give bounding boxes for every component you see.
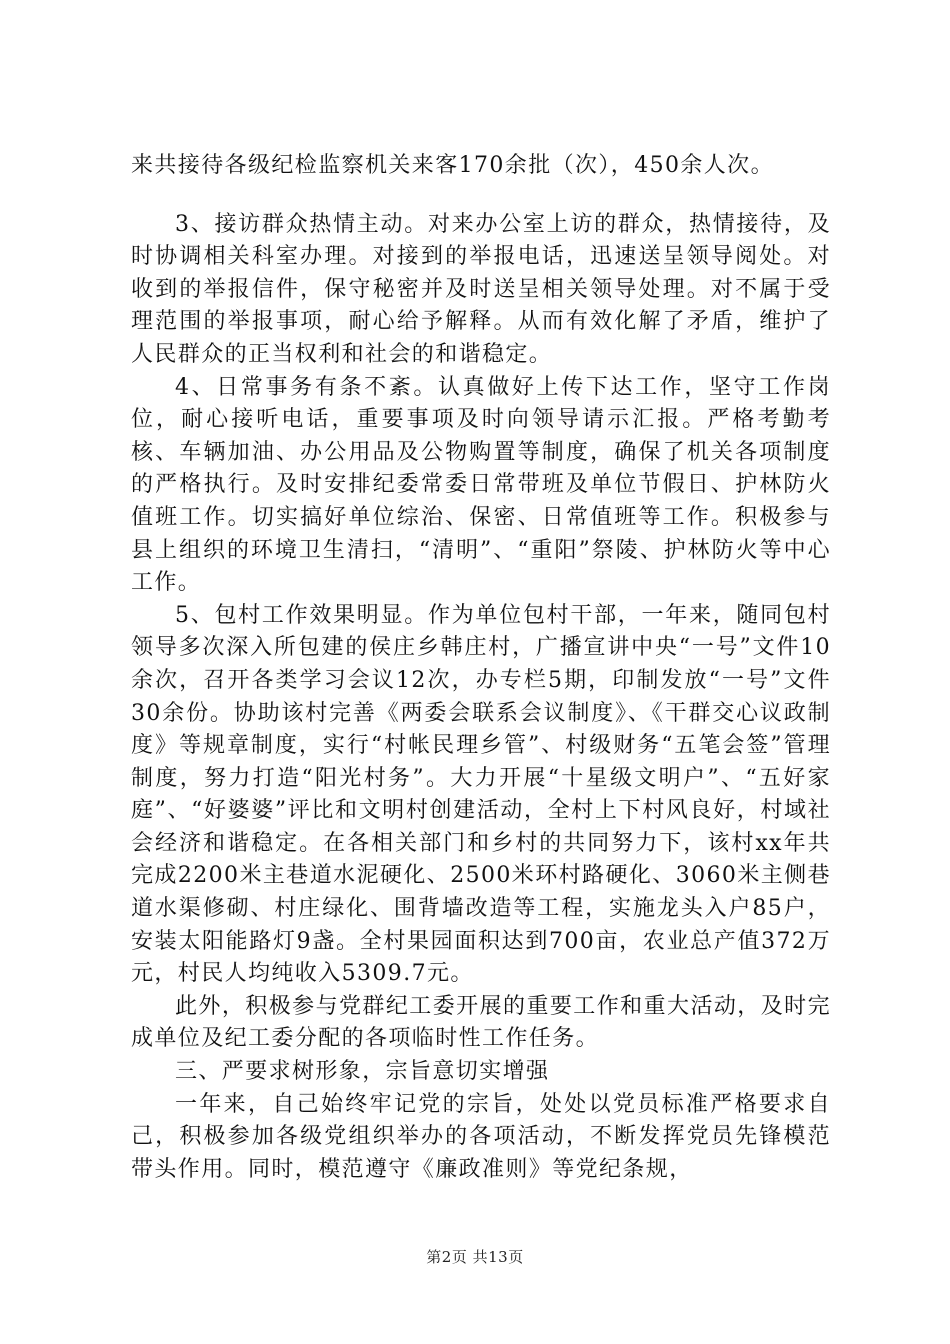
page-number-footer: 第2页 共13页	[426, 1248, 524, 1266]
document-body	[131, 150, 831, 1186]
paragraph-section-3: 一年来，自己始终牢记党的宗旨，处处以党员标准严格要求自己，积极参加各级党组织举办的各项活动，不断发挥党员先锋模范带头作用。同时，模范遵守《廉政准则》等党纪条规，	[131, 1091, 831, 1182]
paragraph-item-5: 5、包村工作效果明显。作为单位包村干部，一年来，随同包村领导多次深入所包建的侯庄乡韩庄村，广播宣讲中央“一号”文件10余次，召开各类学习会议12次，办专栏5期，印制发放“一号”文件30余份。协助该村完善《两委会联系会议制度》、《干群交心议政制度》等规章制度，实行“村帐民理乡管”、村级财务“五笔会签”管理制度，努力打造“阳光村务”。大力开展“十星级文明户”、“五好家庭”、“好婆婆”评比和文明村创建活动，全村上下村风良好，村域社会经济和谐稳定。在各相关部门和乡村的共同努力下，该村xx年共完成2200米主巷道水泥硬化、2500米环村路硬化、3060米主侧巷道水渠修砌、村庄绿化、围背墙改造等工程，实施龙头入户85户，安装太阳能路灯9盏。全村果园面积达到700亩，农业总产值372万元，村民人均纯收入5309.7元。	[131, 602, 831, 987]
paragraph-item-3: 3、接访群众热情主动。对来办公室上访的群众，热情接待，及时协调相关科室办理。对接到的举报电话，迅速送呈领导阅处。对收到的举报信件，保守秘密并及时送呈相关领导处理。对不属于受理范围的举报事项，耐心给予解释。从而有效化解了矛盾，维护了人民群众的正当权利和社会的和谐稳定。	[131, 211, 831, 367]
section-heading-3: 三、严要求树形象，宗旨意切实增强	[175, 1059, 550, 1085]
paragraph-item-4: 4、日常事务有条不紊。认真做好上传下达工作，坚守工作岗位，耐心接听电话，重要事项及时向领导请示汇报。严格考勤考核、车辆加油、办公用品及公物购置等制度，确保了机关各项制度的严格执行。及时安排纪委常委日常带班及单位节假日、护林防火值班工作。切实搞好单位综治、保密、日常值班等工作。积极参与县上组织的环境卫生清扫，“清明”、“重阳”祭陵、护林防火等中心工作。	[131, 374, 831, 596]
paragraph-additional: 此外，积极参与党群纪工委开展的重要工作和重大活动，及时完成单位及纪工委分配的各项临时性工作任务。	[131, 993, 831, 1052]
paragraph-continuation: 来共接待各级纪检监察机关来客170余批（次），450余人次。	[131, 153, 774, 178]
